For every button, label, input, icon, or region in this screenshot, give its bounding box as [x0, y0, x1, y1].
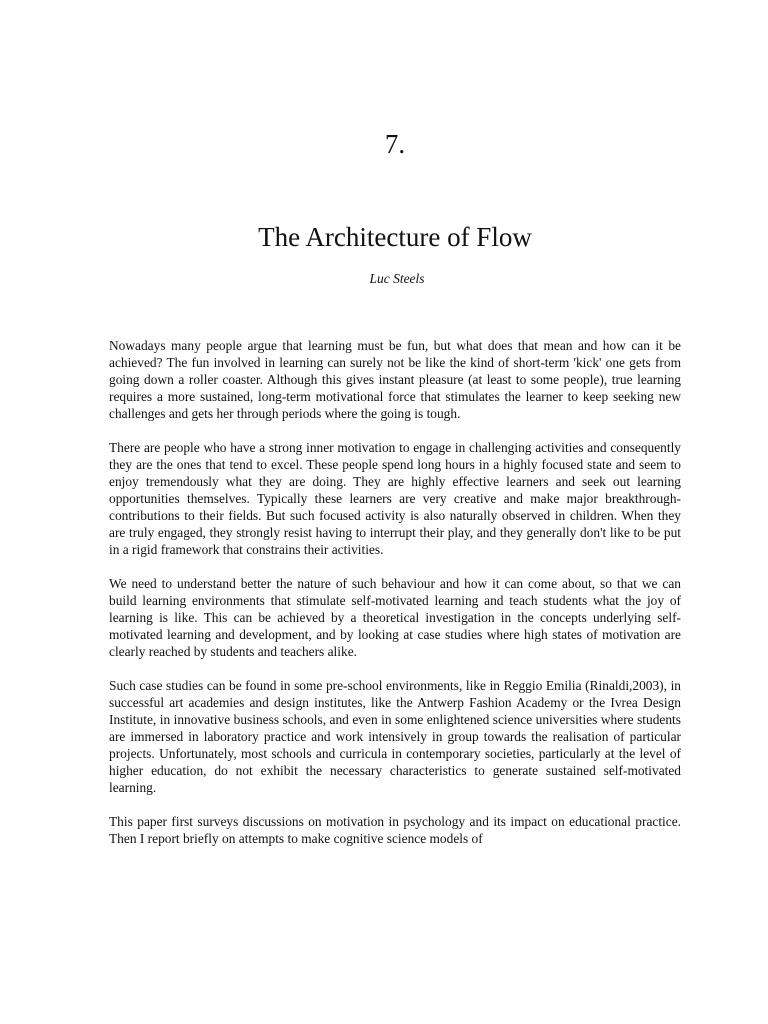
paragraph-1: Nowadays many people argue that learning must be fun, but what does that mean and how can it be achieved? The fun involved in learning can surely not be like the kind of short-term 'kick' one gets from going down a roller coaster. Although this gives instant pleasure (at least to some people), true learning requires a more sustained, long-term motivational force that stimulates the learner to keep seeking new challenges and gets her through periods where the going is tough.	[109, 338, 681, 421]
paragraph-4: Such case studies can be found in some pre-school environments, like in Reggio Emilia (Rinaldi,2003), in successful art academies and design institutes, like the Antwerp Fashion Academy or the Ivrea Design Institute, in innovative business schools, and even in some enlightened science universities where students are immersed in laboratory practice and work intensively in group towards the realisation of particular projects. Unfortunately, most schools and curricula in contemporary societies, particularly at the level of higher education, do not exhibit the necessary characteristics to generate sustained self-motivated learning.	[109, 678, 681, 795]
author-name: Luc Steels	[369, 271, 425, 286]
body-text	[109, 337, 681, 864]
paragraph-5: This paper first surveys discussions on motivation in psychology and its impact on educational practice. Then I report briefly on attempts to make cognitive science models of	[109, 814, 681, 846]
paragraph-3: We need to understand better the nature of such behaviour and how it can come about, so that we can build learning environments that stimulate self-motivated learning and teach students what the joy of learning is like. This can be achieved by a theoretical investigation in the concepts underlying self-motivated learning and development, and by looking at case studies where high states of motivation are clearly reached by students and teachers alike.	[109, 576, 681, 659]
chapter-title: The Architecture of Flow	[258, 222, 532, 252]
paragraph-2: There are people who have a strong inner motivation to engage in challenging activities and consequently they are the ones that tend to excel. These people spend long hours in a highly focused state and seem to enjoy tremendously what they are doing. They are highly effective learners and seek out learning opportunities themselves. Typically these learners are very creative and make major breakthrough-contributions to their fields. But such focused activity is also naturally observed in children. When they are truly engaged, they strongly resist having to interrupt their play, and they generally don't like to be put in a rigid framework that constrains their activities.	[109, 440, 681, 557]
chapter-number: 7.	[384, 129, 406, 159]
